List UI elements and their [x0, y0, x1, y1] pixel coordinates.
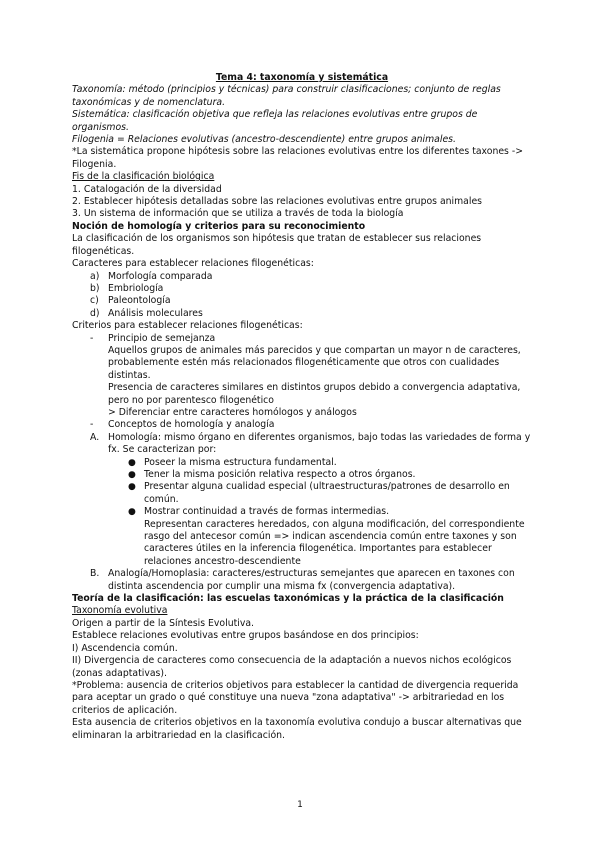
homologia-heading: Noción de homología y criterios para su reconocimiento	[72, 220, 366, 232]
fines-item-1: 1. Catalogación de la diversidad	[72, 183, 222, 195]
fines-item-3: 3. Un sistema de información que se utiliza a través de toda la biología	[72, 208, 404, 220]
dash-marker: -	[90, 419, 94, 431]
bullet-icon: ●	[128, 507, 136, 518]
teoria-subheading: Taxonomía evolutiva	[72, 605, 168, 617]
list-item	[90, 308, 532, 320]
list-marker: a)	[90, 270, 100, 282]
bullet-item	[128, 469, 532, 481]
teoria-line: *Problema: ausencia de criterios objetivos para establecer la cantidad de divergencia requerida para aceptar un grado o qué constituye una nueva "zona adaptativa" -> arbitrariedad en los criterios de aplicación.	[72, 679, 519, 716]
semejanza-p3: > Diferenciar entre caracteres homólogos y análogos	[108, 406, 357, 418]
teoria-heading: Teoría de la clasificación: las escuelas taxonómicas y la práctica de la clasificación	[72, 593, 504, 605]
homologia-A-text: Homología: mismo órgano en diferentes organismos, bajo todas las variedades de forma y fx. Se caracterizan por:	[108, 431, 531, 456]
list-marker: c)	[90, 295, 99, 307]
bullet-icon: ●	[128, 457, 136, 468]
semejanza-body	[108, 345, 532, 419]
homologia-B	[90, 568, 532, 593]
bullet-icon: ●	[128, 470, 136, 480]
list-item	[90, 271, 532, 283]
teoria-line: Establece relaciones evolutivas entre grupos basándose en dos principios:	[72, 630, 419, 642]
page-number: 1	[297, 800, 303, 810]
conceptos-label: Conceptos de homología y analogía	[108, 419, 275, 431]
bullet-item	[128, 481, 532, 506]
homologia-B-text: Analogía/Homoplasia: caracteres/estructuras semejantes que aparecen en taxones con distinta ascendencia por cumplir una misma fx (convergencia adaptativa).	[108, 568, 515, 592]
bullet-text: Poseer la misma estructura fundamental.	[144, 456, 337, 468]
def-sistematica: Sistemática: clasificación objetiva que refleja las relaciones evolutivas entre grupos de organismos.	[72, 109, 478, 133]
dash-marker: -	[90, 332, 94, 344]
bullet-text: Mostrar continuidad a través de formas intermedias.	[144, 506, 390, 518]
semejanza-p2: Presencia de caracteres similares en distintos grupos debido a convergencia adaptativa, pero no por parentesco filogenético	[108, 382, 521, 406]
list-marker: A.	[90, 431, 100, 443]
homologia-p2: Caracteres para establecer relaciones filogenéticas:	[72, 258, 314, 270]
intro-note: *La sistemática propone hipótesis sobre las relaciones evolutivas entre los diferentes taxones -> Filogenia.	[72, 146, 523, 170]
homologia-p1: La clasificación de los organismos son hipótesis que tratan de establecer sus relaciones filogenéticas.	[72, 233, 482, 257]
conceptos-item	[90, 419, 532, 431]
homologia-p3: Criterios para establecer relaciones filogenéticas:	[72, 320, 303, 332]
fines-item-2: 2. Establecer hipótesis detalladas sobre las relaciones evolutivas entre grupos animales	[72, 196, 483, 208]
list-item	[90, 283, 532, 295]
bullet-text: Tener la misma posición relativa respecto a otros órganos.	[144, 469, 416, 480]
homologia-A	[90, 432, 532, 457]
list-item-text: Paleontología	[108, 295, 171, 307]
fines-heading: Fis de la clasificación biológica	[72, 171, 215, 183]
semejanza-label: Principio de semejanza	[108, 332, 216, 344]
bullet-icon: ●	[128, 482, 136, 493]
bullet-item	[128, 457, 532, 469]
list-item-text: Embriología	[108, 282, 164, 294]
teoria-line: II) Divergencia de caracteres como consecuencia de la adaptación a nuevos nichos ecológicos (zonas adaptativas).	[72, 655, 512, 679]
list-marker: b)	[90, 282, 100, 294]
list-marker: B.	[90, 568, 100, 580]
def-filogenia: Filogenia = Relaciones evolutivas (ancestro-descendiente) entre grupos animales.	[72, 134, 456, 146]
def-taxonomia: Taxonomía: método (principios y técnicas) para construir clasificaciones; conjunto de reglas taxonómicas y de nomenclatura.	[72, 84, 501, 108]
bullet-item	[128, 506, 532, 518]
bullet-continuation: Representan caracteres heredados, con alguna modificación, del correspondiente rasgo del antecesor común => indican ascendencia común entre taxones y son caracteres útiles en la inferencia filogenética. Importantes para establecer relaciones ancestro-descendiente	[144, 518, 525, 567]
semejanza-item	[90, 333, 532, 345]
bullet-text: Presentar alguna cualidad especial (ultraestructuras/patrones de desarrollo en común.	[144, 481, 510, 505]
list-item-text: Morfología comparada	[108, 270, 213, 282]
list-item-text: Análisis moleculares	[108, 307, 203, 319]
caracteres-list	[90, 271, 532, 321]
teoria-line: Esta ausencia de criterios objetivos en la taxonomía evolutiva condujo a buscar alternativas que eliminaran la arbitrariedad en la clasificación.	[72, 717, 522, 741]
teoria-line: I) Ascendencia común.	[72, 642, 178, 654]
list-marker: d)	[90, 307, 100, 319]
teoria-line: Origen a partir de la Síntesis Evolutiva.	[72, 617, 254, 629]
list-item	[90, 295, 532, 307]
document-page	[72, 72, 532, 742]
page-title: Tema 4: taxonomía y sistemática	[215, 72, 389, 83]
semejanza-p1: Aquellos grupos de animales más parecidos y que compartan un mayor n de caracteres, probablemente estén más relacionados filogenéticamente que otros con cualidades distintas.	[108, 344, 521, 381]
